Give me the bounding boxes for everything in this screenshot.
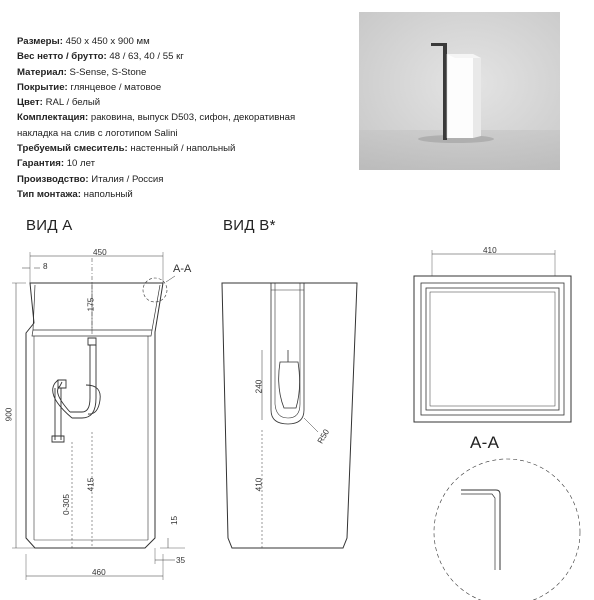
spec-row-dimensions: Размеры: 450 х 450 х 900 мм	[17, 36, 150, 47]
spec-row-material: Материал: S-Sense, S-Stone	[17, 66, 147, 78]
dim-a-drain-height: 415	[86, 477, 96, 492]
dim-b-recess-bottom: 410	[254, 477, 264, 492]
dim-a-height: 900	[4, 407, 14, 422]
dim-b-radius: R50	[315, 427, 332, 446]
dim-top-width: 410	[483, 246, 497, 255]
spec-row-package-cont: накладка на слив с логотипом Salini	[17, 127, 178, 139]
spec-row-mixer: Требуемый смеситель: настенный / напольный	[17, 143, 236, 155]
spec-row-package: Комплектация: раковина, выпуск D503, сифон, декоративная	[17, 112, 296, 124]
view-b-title: ВИД В*	[223, 217, 276, 234]
dim-a-drain-range: 0-305	[61, 494, 71, 515]
dim-b-recess-height: 240	[254, 379, 264, 394]
section-callout-circle	[143, 278, 167, 302]
dim-a-base-step: 15	[170, 515, 180, 526]
view-b-drawing	[222, 283, 357, 548]
dim-a-top-width: 450	[93, 248, 107, 257]
top-view-drawing	[414, 250, 571, 422]
spec-row-weight: Вес нетто / брутто: 48 / 63, 40 / 55 кг	[17, 51, 184, 63]
spec-row-finish: Покрытие: глянцевое / матовое	[17, 81, 162, 93]
section-aa-title: А-А	[470, 433, 500, 452]
view-a-drawing	[12, 252, 185, 580]
dim-a-bottom-width: 460	[92, 568, 106, 577]
section-callout-label: А-А	[173, 263, 192, 275]
siphon	[52, 338, 100, 442]
dim-a-bowl-depth: 175	[86, 297, 96, 312]
view-a-title: ВИД А	[26, 217, 73, 234]
dim-a-base-offset: 35	[176, 556, 186, 565]
wall-faucet	[279, 350, 300, 408]
dim-a-wall: 8	[43, 262, 48, 271]
spec-row-mounting: Тип монтажа: напольный	[17, 188, 133, 200]
section-aa-drawing	[434, 459, 580, 600]
spec-row-origin: Производство: Италия / Россия	[17, 173, 164, 185]
spec-row-warranty: Гарантия: 10 лет	[17, 158, 96, 170]
spec-row-color: Цвет: RAL / белый	[17, 97, 101, 109]
